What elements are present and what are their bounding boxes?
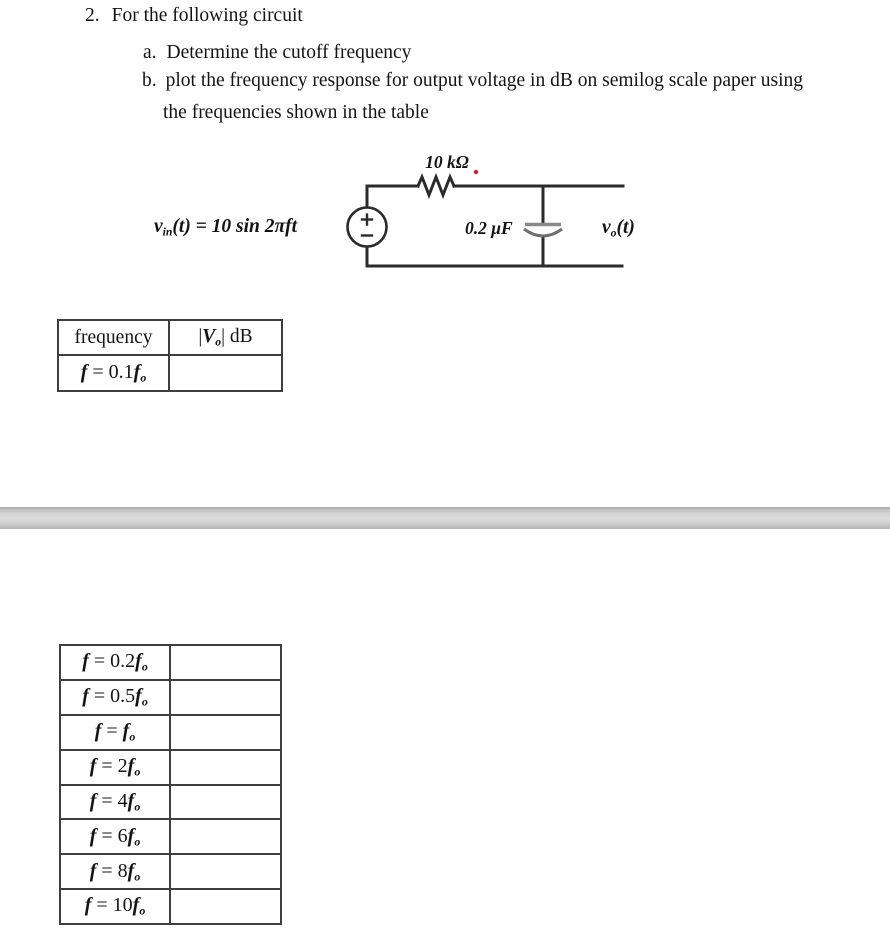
resistor-zigzag [418,177,454,195]
math-f2: f [127,824,135,847]
math-f: f [80,360,88,383]
math-f: f [94,720,102,742]
math-f: f [89,859,97,882]
math-v: v [154,216,163,237]
page-divider [0,507,890,529]
math-eq: = 0.2 [88,650,136,673]
empty-answer-cell [170,854,281,889]
empty-answer-cell [170,785,281,820]
math-sub-in: in [162,225,173,239]
table-row [60,889,281,924]
empty-answer-cell [170,889,281,924]
math-f: f [82,650,89,673]
math-f: f [89,754,97,777]
math-f2: f [132,894,140,917]
problem-title: For the following circuit [111,5,303,26]
resistor-value-label: 10 kΩ [425,152,469,172]
output-voltage-label [602,217,635,239]
math-f2: f [135,650,142,673]
item-b-text-line1: plot the frequency response for output voltage in dB on semilog scale paper using [165,70,804,91]
math-f2: f [127,859,135,882]
empty-answer-cell [170,680,281,715]
table-row [60,645,281,680]
math-eq: = 8 [96,859,128,882]
empty-answer-cell [170,819,281,854]
frequency-cell [60,645,170,680]
source-equation-label [154,216,297,238]
math-sub-o: o [134,799,141,814]
frequency-cell [60,715,170,750]
table-row [60,680,281,715]
math-sub-o: o [141,694,148,709]
item-a-text: Determine the cutoff frequency [166,42,412,63]
table-header-row [58,320,282,355]
table-row [60,715,281,750]
math-sub-o: o [139,903,146,918]
math-sub-o: o [134,868,141,883]
item-a-line [143,41,411,64]
item-b-label: b. [142,70,157,91]
table-row [60,750,281,785]
math-f: f [84,894,92,917]
header-cell-vo-db [169,320,282,355]
empty-answer-cell [169,355,282,391]
math-eq: = 10 [91,894,133,917]
table-row [60,854,281,889]
frequency-response-table [59,644,282,925]
math-f: f [82,685,89,708]
frequency-cell [60,854,170,889]
math-eq: = 4 [96,789,128,812]
math-sub-o: o [129,729,136,744]
capacitor-curved-plate [524,229,562,236]
math-f2: f [133,360,141,383]
frequency-cell [60,889,170,924]
frequency-table [57,319,283,392]
frequency-cell [58,355,169,391]
math-sub-o: o [134,833,141,848]
capacitor-icon [524,225,562,237]
table-row [60,819,281,854]
math-t: (t) [616,217,635,238]
math-sub-o: o [134,764,141,779]
math-sub-o: o [610,226,617,240]
math-f2: f [127,789,135,812]
header-frequency-label: frequency [74,326,153,348]
math-f: f [89,789,97,812]
problem-number: 2. [85,5,100,26]
table-row [60,785,281,820]
math-f2: f [122,720,130,742]
empty-answer-cell [170,645,281,680]
frequency-cell [60,785,170,820]
item-b-line [142,69,803,92]
item-a-label: a. [143,42,157,63]
frequency-cell [60,819,170,854]
item-b-text-line2: the frequencies shown in the table [163,102,429,123]
math-v: v [602,217,611,238]
frequency-cell [60,680,170,715]
math-eq: = 0.5 [88,685,136,708]
math-sub-o: o [215,335,222,349]
math-eq: = [101,720,123,742]
math-V: V [202,326,216,348]
frequency-cell [60,750,170,785]
math-f2: f [135,685,142,708]
math-eq: = 0.1 [87,360,134,383]
empty-answer-cell [170,750,281,785]
problem-statement-line [85,4,303,27]
empty-answer-cell [170,715,281,750]
math-expression: (t) = 10 sin 2πft [172,216,298,237]
math-sub-o: o [140,370,147,385]
math-bar-db: | dB [221,326,253,348]
capacitor-value-label: 0.2 μF [465,218,513,238]
math-bar: | [198,326,203,348]
math-eq: = 2 [96,754,128,777]
header-cell-frequency [58,320,169,355]
math-sub-o: o [141,659,148,674]
math-f2: f [127,754,135,777]
math-eq: = 6 [96,824,128,847]
math-f: f [89,824,97,847]
table-row [58,355,282,391]
